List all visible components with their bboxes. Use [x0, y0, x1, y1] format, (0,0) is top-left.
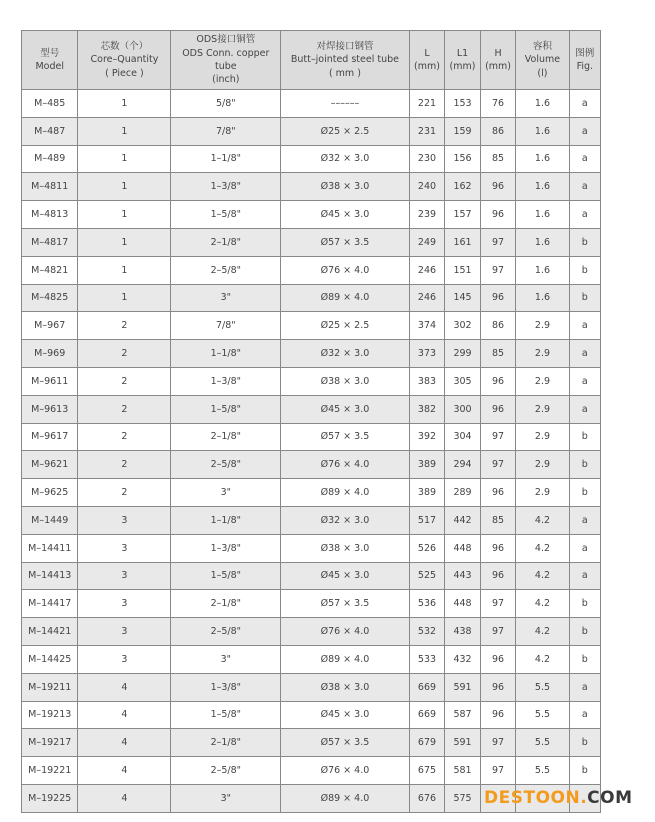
cell-ods-tube: 1–3/8" [171, 673, 281, 701]
table-row [22, 284, 601, 312]
cell-core-quantity: 2 [78, 479, 171, 507]
cell-length: 221 [409, 90, 445, 118]
header-butt-jointed-tube: 对焊接口钢管 Butt–jointed steel tube ( mm ) [281, 31, 410, 90]
cell-core-quantity: 1 [78, 117, 171, 145]
cell-length-1: 162 [445, 173, 481, 201]
cell-length: 240 [409, 173, 445, 201]
cell-length: 392 [409, 423, 445, 451]
cell-butt-jointed-tube: Ø89 × 4.0 [281, 284, 410, 312]
cell-model: M–4817 [22, 228, 78, 256]
cell-model: M–487 [22, 117, 78, 145]
table-row [22, 562, 601, 590]
table-row [22, 729, 601, 757]
cell-butt-jointed-tube: Ø76 × 4.0 [281, 451, 410, 479]
cell-butt-jointed-tube: Ø32 × 3.0 [281, 145, 410, 173]
cell-ods-tube: 1–1/8" [171, 145, 281, 173]
table-row [22, 618, 601, 646]
table-row [22, 228, 601, 256]
cell-length-1: 151 [445, 256, 481, 284]
cell-core-quantity: 4 [78, 701, 171, 729]
cell-core-quantity: 2 [78, 312, 171, 340]
cell-figure: a [569, 506, 600, 534]
cell-length-1: 432 [445, 645, 481, 673]
cell-length-1: 438 [445, 618, 481, 646]
cell-core-quantity: 1 [78, 145, 171, 173]
cell-model: M–19221 [22, 757, 78, 785]
cell-volume: 2.9 [516, 423, 569, 451]
cell-volume: 1.6 [516, 173, 569, 201]
cell-ods-tube: 2–1/8" [171, 729, 281, 757]
cell-ods-tube: 7/8" [171, 117, 281, 145]
cell-length-1: 300 [445, 395, 481, 423]
cell-volume: 4.2 [516, 534, 569, 562]
cell-butt-jointed-tube: Ø57 × 3.5 [281, 590, 410, 618]
cell-core-quantity: 1 [78, 284, 171, 312]
cell-length-1: 591 [445, 729, 481, 757]
cell-figure: a [569, 534, 600, 562]
cell-volume: 5.5 [516, 757, 569, 785]
cell-figure: b [569, 228, 600, 256]
header-height: H (mm) [480, 31, 516, 90]
cell-volume: 1.6 [516, 145, 569, 173]
cell-length-1: 294 [445, 451, 481, 479]
cell-model: M–14413 [22, 562, 78, 590]
cell-length-1: 305 [445, 367, 481, 395]
cell-core-quantity: 4 [78, 729, 171, 757]
cell-length: 246 [409, 284, 445, 312]
cell-butt-jointed-tube: Ø89 × 4.0 [281, 645, 410, 673]
table-row [22, 506, 601, 534]
cell-ods-tube: 1–1/8" [171, 506, 281, 534]
cell-height: 97 [480, 618, 516, 646]
cell-model: M–19211 [22, 673, 78, 701]
cell-core-quantity: 4 [78, 757, 171, 785]
cell-model: M–4813 [22, 201, 78, 229]
cell-figure: a [569, 340, 600, 368]
cell-figure: b [569, 256, 600, 284]
cell-butt-jointed-tube: Ø57 × 3.5 [281, 423, 410, 451]
table-row [22, 90, 601, 118]
cell-butt-jointed-tube: Ø57 × 3.5 [281, 729, 410, 757]
cell-volume: 5.5 [516, 701, 569, 729]
header-volume: 容积 Volume (l) [516, 31, 569, 90]
cell-butt-jointed-tube: Ø38 × 3.0 [281, 367, 410, 395]
cell-length: 374 [409, 312, 445, 340]
cell-model: M–14417 [22, 590, 78, 618]
header-ods-tube: ODS接口铜管 ODS Conn. copper tube (inch) [171, 31, 281, 90]
cell-figure: a [569, 145, 600, 173]
cell-length-1: 157 [445, 201, 481, 229]
header-length-1: L1 (mm) [445, 31, 481, 90]
cell-height: 96 [480, 701, 516, 729]
cell-length: 239 [409, 201, 445, 229]
cell-ods-tube: 1–3/8" [171, 173, 281, 201]
cell-volume: 1.6 [516, 117, 569, 145]
cell-core-quantity: 1 [78, 256, 171, 284]
cell-length: 231 [409, 117, 445, 145]
cell-model: M–14421 [22, 618, 78, 646]
cell-length-1: 304 [445, 423, 481, 451]
cell-ods-tube: 7/8" [171, 312, 281, 340]
cell-length-1: 302 [445, 312, 481, 340]
cell-height: 97 [480, 423, 516, 451]
cell-height: 96 [480, 201, 516, 229]
cell-butt-jointed-tube: Ø25 × 2.5 [281, 117, 410, 145]
cell-length: 230 [409, 145, 445, 173]
cell-core-quantity: 2 [78, 340, 171, 368]
cell-core-quantity: 3 [78, 645, 171, 673]
cell-ods-tube: 1–1/8" [171, 340, 281, 368]
watermark-brand: DESTOON [484, 788, 581, 808]
cell-ods-tube: 2–5/8" [171, 451, 281, 479]
table-row [22, 645, 601, 673]
cell-figure: a [569, 701, 600, 729]
cell-length-1: 442 [445, 506, 481, 534]
cell-ods-tube: 3" [171, 645, 281, 673]
cell-volume: 1.6 [516, 228, 569, 256]
cell-volume: 1.6 [516, 90, 569, 118]
cell-height: 96 [480, 673, 516, 701]
cell-figure: a [569, 201, 600, 229]
cell-length: 532 [409, 618, 445, 646]
cell-model: M–967 [22, 312, 78, 340]
cell-figure: b [569, 479, 600, 507]
cell-volume: 5.5 [516, 673, 569, 701]
cell-length: 525 [409, 562, 445, 590]
cell-height: 85 [480, 506, 516, 534]
cell-butt-jointed-tube: Ø45 × 3.0 [281, 395, 410, 423]
cell-length: 676 [409, 784, 445, 812]
cell-length: 383 [409, 367, 445, 395]
table-row [22, 312, 601, 340]
cell-volume: 4.2 [516, 645, 569, 673]
cell-volume: 4.2 [516, 506, 569, 534]
header-length: L (mm) [409, 31, 445, 90]
watermark-tld: COM [587, 788, 633, 808]
cell-ods-tube: 2–5/8" [171, 618, 281, 646]
cell-figure: b [569, 757, 600, 785]
cell-length: 373 [409, 340, 445, 368]
cell-length: 669 [409, 673, 445, 701]
cell-ods-tube: 1–3/8" [171, 534, 281, 562]
cell-volume: 2.9 [516, 451, 569, 479]
cell-height: 97 [480, 729, 516, 757]
cell-figure: b [569, 590, 600, 618]
cell-ods-tube: 1–5/8" [171, 395, 281, 423]
cell-model: M–1449 [22, 506, 78, 534]
cell-model: M–4821 [22, 256, 78, 284]
cell-volume: 2.9 [516, 479, 569, 507]
cell-ods-tube: 2–1/8" [171, 590, 281, 618]
cell-figure: a [569, 673, 600, 701]
cell-model: M–9613 [22, 395, 78, 423]
cell-model: M–4811 [22, 173, 78, 201]
cell-butt-jointed-tube: Ø76 × 4.0 [281, 256, 410, 284]
cell-figure: b [569, 284, 600, 312]
cell-figure: a [569, 367, 600, 395]
watermark-dot: . [580, 788, 588, 808]
cell-ods-tube: 2–1/8" [171, 423, 281, 451]
cell-length: 246 [409, 256, 445, 284]
cell-model: M–19217 [22, 729, 78, 757]
cell-model: M–485 [22, 90, 78, 118]
cell-volume: 1.6 [516, 256, 569, 284]
watermark-logo [484, 788, 633, 808]
cell-height: 96 [480, 284, 516, 312]
cell-ods-tube: 5/8" [171, 90, 281, 118]
cell-butt-jointed-tube: –––––– [281, 90, 410, 118]
cell-length: 389 [409, 479, 445, 507]
cell-length-1: 591 [445, 673, 481, 701]
cell-ods-tube: 2–1/8" [171, 228, 281, 256]
table-body [22, 90, 601, 813]
cell-butt-jointed-tube: Ø57 × 3.5 [281, 228, 410, 256]
cell-model: M–9625 [22, 479, 78, 507]
cell-core-quantity: 4 [78, 673, 171, 701]
cell-model: M–9611 [22, 367, 78, 395]
cell-volume: 5.5 [516, 729, 569, 757]
table-row [22, 590, 601, 618]
spec-table [21, 30, 601, 813]
cell-ods-tube: 1–3/8" [171, 367, 281, 395]
cell-volume: 1.6 [516, 201, 569, 229]
cell-butt-jointed-tube: Ø25 × 2.5 [281, 312, 410, 340]
cell-ods-tube: 2–5/8" [171, 757, 281, 785]
cell-core-quantity: 3 [78, 590, 171, 618]
cell-butt-jointed-tube: Ø45 × 3.0 [281, 201, 410, 229]
cell-model: M–14411 [22, 534, 78, 562]
cell-butt-jointed-tube: Ø38 × 3.0 [281, 173, 410, 201]
table-row [22, 757, 601, 785]
cell-length: 675 [409, 757, 445, 785]
cell-model: M–9617 [22, 423, 78, 451]
cell-figure: b [569, 451, 600, 479]
cell-butt-jointed-tube: Ø89 × 4.0 [281, 479, 410, 507]
cell-height: 96 [480, 534, 516, 562]
cell-model: M–19225 [22, 784, 78, 812]
table-row [22, 673, 601, 701]
cell-length-1: 443 [445, 562, 481, 590]
cell-length-1: 587 [445, 701, 481, 729]
cell-ods-tube: 1–5/8" [171, 201, 281, 229]
cell-model: M–9621 [22, 451, 78, 479]
table-row [22, 145, 601, 173]
cell-butt-jointed-tube: Ø45 × 3.0 [281, 701, 410, 729]
cell-volume: 2.9 [516, 367, 569, 395]
table-row [22, 117, 601, 145]
header-figure: 图例 Fig. [569, 31, 600, 90]
cell-length-1: 299 [445, 340, 481, 368]
cell-height: 76 [480, 90, 516, 118]
cell-height: 85 [480, 145, 516, 173]
cell-figure: a [569, 173, 600, 201]
cell-length-1: 289 [445, 479, 481, 507]
cell-volume: 2.9 [516, 312, 569, 340]
cell-core-quantity: 3 [78, 562, 171, 590]
cell-length: 533 [409, 645, 445, 673]
cell-figure: a [569, 117, 600, 145]
cell-length-1: 161 [445, 228, 481, 256]
cell-height: 96 [480, 562, 516, 590]
cell-length: 536 [409, 590, 445, 618]
cell-figure: a [569, 312, 600, 340]
cell-butt-jointed-tube: Ø38 × 3.0 [281, 534, 410, 562]
table-row [22, 451, 601, 479]
cell-length: 526 [409, 534, 445, 562]
cell-length-1: 153 [445, 90, 481, 118]
cell-butt-jointed-tube: Ø89 × 4.0 [281, 784, 410, 812]
cell-length-1: 159 [445, 117, 481, 145]
cell-volume: 4.2 [516, 590, 569, 618]
cell-core-quantity: 2 [78, 451, 171, 479]
cell-height: 97 [480, 256, 516, 284]
cell-figure: a [569, 562, 600, 590]
cell-model: M–14425 [22, 645, 78, 673]
table-row [22, 534, 601, 562]
cell-length: 382 [409, 395, 445, 423]
cell-volume: 2.9 [516, 340, 569, 368]
cell-core-quantity: 1 [78, 90, 171, 118]
cell-figure: a [569, 90, 600, 118]
cell-height: 86 [480, 312, 516, 340]
cell-length: 517 [409, 506, 445, 534]
table-row [22, 340, 601, 368]
cell-height: 96 [480, 479, 516, 507]
table-row [22, 423, 601, 451]
cell-ods-tube: 3" [171, 784, 281, 812]
cell-ods-tube: 1–5/8" [171, 701, 281, 729]
cell-length: 679 [409, 729, 445, 757]
cell-length-1: 448 [445, 590, 481, 618]
table-row [22, 173, 601, 201]
cell-figure: b [569, 645, 600, 673]
cell-volume: 4.2 [516, 562, 569, 590]
cell-figure: a [569, 395, 600, 423]
cell-model: M–19213 [22, 701, 78, 729]
cell-length: 389 [409, 451, 445, 479]
cell-height: 96 [480, 173, 516, 201]
cell-ods-tube: 1–5/8" [171, 562, 281, 590]
cell-core-quantity: 3 [78, 534, 171, 562]
cell-length-1: 575 [445, 784, 481, 812]
cell-height: 97 [480, 451, 516, 479]
cell-volume: 4.2 [516, 618, 569, 646]
cell-figure: b [569, 618, 600, 646]
cell-height: 97 [480, 590, 516, 618]
cell-length-1: 145 [445, 284, 481, 312]
cell-length: 669 [409, 701, 445, 729]
cell-core-quantity: 4 [78, 784, 171, 812]
cell-ods-tube: 2–5/8" [171, 256, 281, 284]
cell-butt-jointed-tube: Ø32 × 3.0 [281, 340, 410, 368]
cell-length-1: 156 [445, 145, 481, 173]
cell-height: 96 [480, 395, 516, 423]
cell-height: 96 [480, 645, 516, 673]
header-core-quantity: 芯数（个） Core–Quantity ( Piece ) [78, 31, 171, 90]
cell-butt-jointed-tube: Ø76 × 4.0 [281, 618, 410, 646]
cell-butt-jointed-tube: Ø76 × 4.0 [281, 757, 410, 785]
cell-volume: 1.6 [516, 284, 569, 312]
header-model: 型号 Model [22, 31, 78, 90]
cell-height: 97 [480, 228, 516, 256]
header-row [22, 31, 601, 90]
cell-model: M–4825 [22, 284, 78, 312]
cell-core-quantity: 2 [78, 367, 171, 395]
cell-ods-tube: 3" [171, 284, 281, 312]
cell-length: 249 [409, 228, 445, 256]
cell-butt-jointed-tube: Ø45 × 3.0 [281, 562, 410, 590]
cell-volume: 2.9 [516, 395, 569, 423]
table-row [22, 201, 601, 229]
cell-figure: b [569, 423, 600, 451]
cell-core-quantity: 1 [78, 201, 171, 229]
cell-core-quantity: 3 [78, 618, 171, 646]
cell-core-quantity: 1 [78, 173, 171, 201]
cell-butt-jointed-tube: Ø38 × 3.0 [281, 673, 410, 701]
cell-height: 86 [480, 117, 516, 145]
cell-length-1: 448 [445, 534, 481, 562]
cell-model: M–489 [22, 145, 78, 173]
cell-core-quantity: 3 [78, 506, 171, 534]
cell-height: 96 [480, 367, 516, 395]
cell-core-quantity: 2 [78, 395, 171, 423]
cell-core-quantity: 1 [78, 228, 171, 256]
table-row [22, 395, 601, 423]
cell-figure: b [569, 729, 600, 757]
cell-height: 85 [480, 340, 516, 368]
cell-model: M–969 [22, 340, 78, 368]
cell-height: 97 [480, 757, 516, 785]
cell-length-1: 581 [445, 757, 481, 785]
cell-ods-tube: 3" [171, 479, 281, 507]
table-row [22, 367, 601, 395]
cell-core-quantity: 2 [78, 423, 171, 451]
table-row [22, 701, 601, 729]
table-row [22, 256, 601, 284]
cell-butt-jointed-tube: Ø32 × 3.0 [281, 506, 410, 534]
table-row [22, 479, 601, 507]
